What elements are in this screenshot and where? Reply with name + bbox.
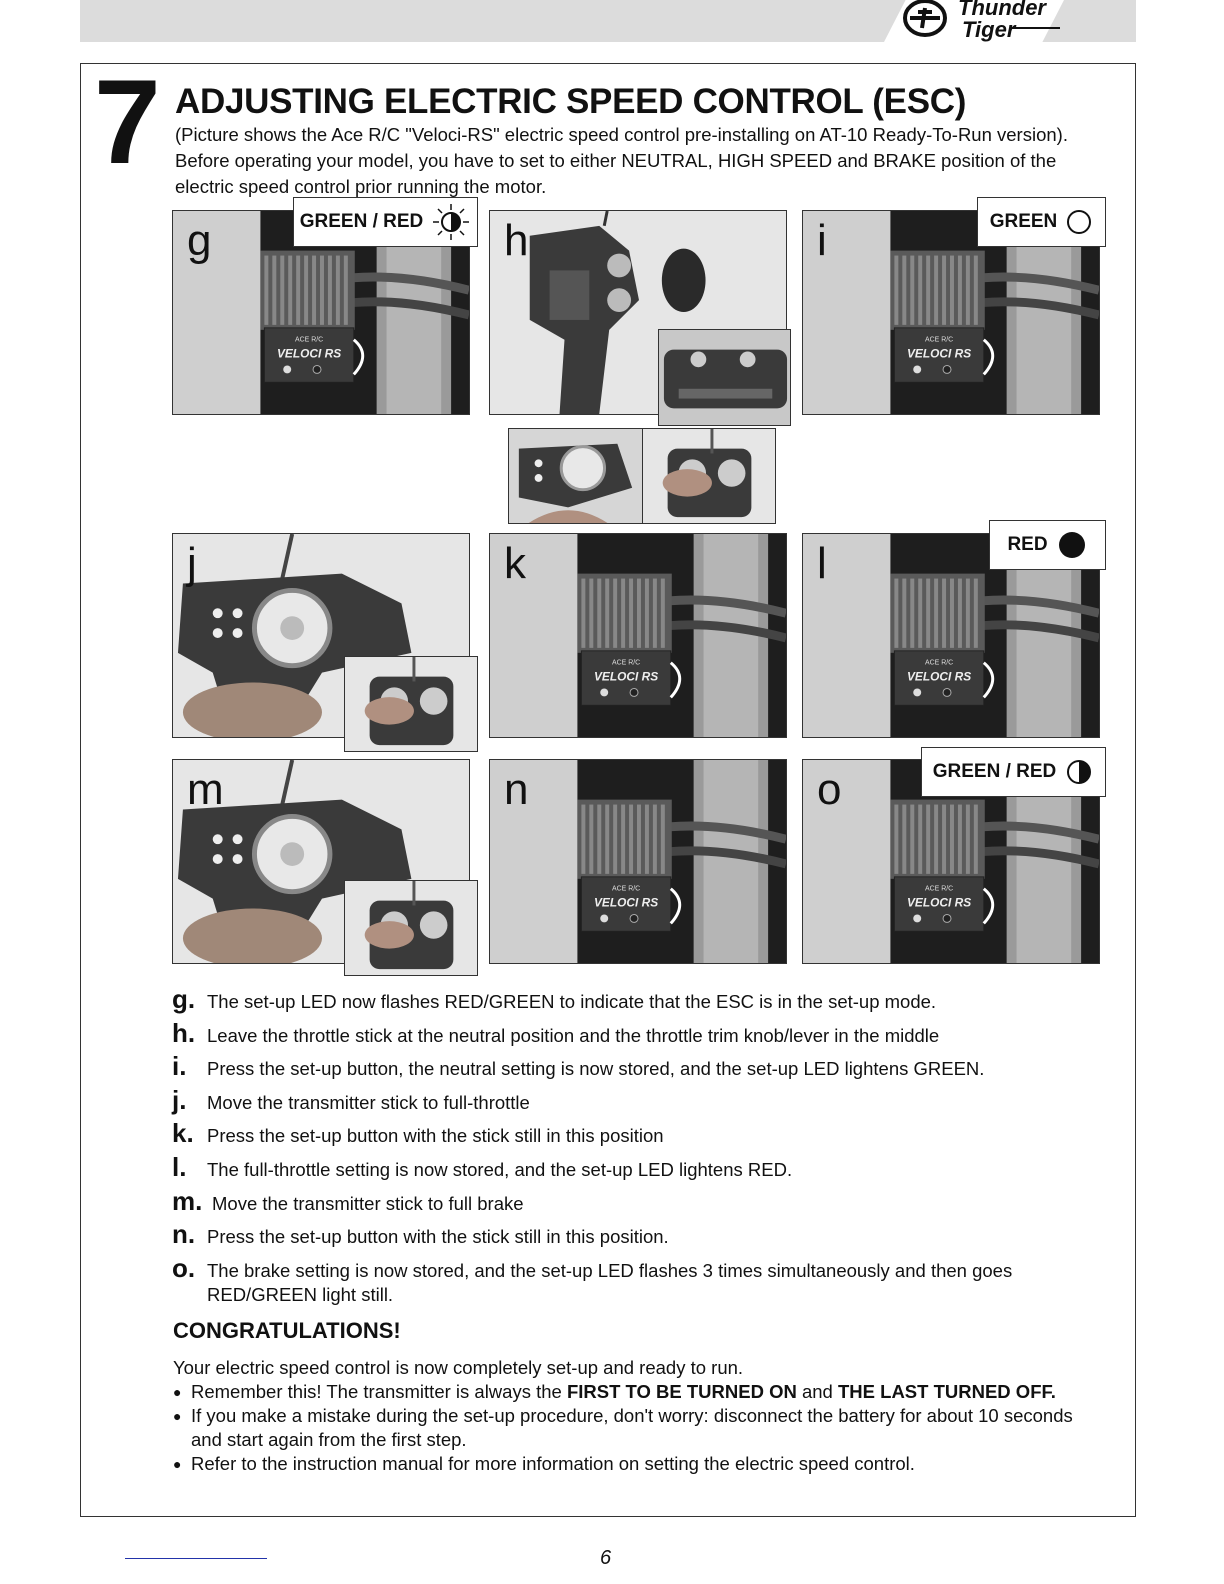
step-number: 7 — [94, 55, 157, 189]
led-label: GREEN / RED — [932, 761, 1057, 782]
step-text: Move the transmitter stick to full-throttle — [207, 1091, 530, 1113]
step-o — [172, 1252, 1102, 1307]
logo-text-line2: Tiger — [962, 17, 1016, 42]
transmitter-wheel-inset — [508, 428, 643, 524]
bullet-text: and — [796, 1381, 838, 1402]
bullet-emphasis: FIRST TO BE TURNED ON — [566, 1381, 797, 1402]
photo-label: g — [187, 216, 212, 265]
esc-model-label: VELOCI RS — [276, 346, 342, 361]
bullet-text: Remember this! The transmitter is always the — [191, 1381, 567, 1402]
footer-rule — [125, 1558, 267, 1559]
esc-brand-label: ACE R/C — [924, 659, 954, 667]
photo-label: o — [817, 765, 842, 814]
led-indicator-red — [989, 520, 1106, 570]
esc-image — [490, 760, 786, 963]
step-letter: k. — [172, 1118, 194, 1149]
photo-k — [489, 533, 787, 738]
section-title: ADJUSTING ELECTRIC SPEED CONTROL (ESC) — [175, 82, 967, 121]
step-text: The brake setting is now stored, and the set-up LED flashes 3 times simultaneously and then goes RED/GREEN light still. — [207, 1259, 1013, 1305]
esc-brand-label: ACE R/C — [294, 336, 324, 344]
step-letter: l. — [172, 1151, 187, 1182]
led-on-icon — [1056, 529, 1088, 561]
led-indicator-green — [977, 197, 1106, 247]
step-text: Move the transmitter stick to full brake — [212, 1192, 524, 1214]
transmitter-front-inset — [344, 656, 478, 752]
esc-model-label: VELOCI RS — [906, 346, 972, 361]
esc-brand-label: ACE R/C — [924, 885, 954, 893]
step-letter: i. — [172, 1051, 187, 1082]
esc-brand-label: ACE R/C — [611, 659, 641, 667]
step-l — [172, 1151, 1102, 1182]
photo-label: n — [504, 765, 529, 814]
step-letter: o. — [172, 1252, 196, 1283]
step-text: The set-up LED now flashes RED/GREEN to indicate that the ESC is in the set-up mode. — [207, 991, 937, 1012]
bullet-emphasis: THE LAST TURNED OFF. — [838, 1381, 1056, 1402]
congrats-line: Your electric speed control is now completely set-up and ready to run. — [173, 1357, 744, 1378]
led-flashing-icon — [431, 202, 471, 242]
page-number: 6 — [600, 1547, 612, 1569]
photo-label: k — [504, 539, 526, 588]
step-text: Press the set-up button with the stick still in this position. — [207, 1226, 669, 1248]
step-text: Press the set-up button, the neutral setting is now stored, and the set-up LED lightens GREEN. — [207, 1058, 985, 1080]
led-label: GREEN / RED — [299, 211, 424, 232]
step-letter: g. — [172, 984, 196, 1014]
section-intro: (Picture shows the Ace R/C "Veloci-RS" electric speed control pre-installing on AT-10 Ready-To-Run version). Before operating your model, you have to set to either NEUTRAL, HIGH SPEED and BRAKE position of the electric speed control prior running the motor. — [175, 124, 1068, 197]
esc-model-label: VELOCI RS — [906, 669, 972, 684]
step-j — [172, 1084, 1102, 1115]
step-text: Leave the throttle stick at the neutral position and the throttle trim knob/lever in the middle — [207, 1024, 940, 1046]
transmitter-front-inset — [642, 428, 776, 524]
led-off-icon — [1065, 208, 1093, 236]
led-half-icon — [1064, 757, 1094, 787]
step-k — [172, 1118, 1102, 1149]
esc-model-label: VELOCI RS — [906, 895, 972, 910]
led-label: GREEN — [989, 211, 1058, 232]
bullet-remember — [173, 1380, 1103, 1404]
bullet-mistake: ● If you make a mistake during the set-up procedure, don't worry: disconnect the battery for about 10 seconds and start again from the first step. — [173, 1404, 1103, 1452]
transmitter-top-inset — [658, 329, 791, 426]
step-text: The full-throttle setting is now stored, and the set-up LED lightens RED. — [207, 1158, 793, 1180]
photo-n — [489, 759, 787, 964]
congrats-body — [173, 1356, 1103, 1476]
photo-label: l — [817, 539, 827, 588]
esc-image — [490, 534, 786, 737]
led-indicator-green-red — [293, 197, 478, 247]
step-i — [172, 1051, 1102, 1082]
led-label: RED — [1007, 534, 1048, 555]
congrats-heading: CONGRATULATIONS! — [173, 1318, 401, 1343]
step-n — [172, 1219, 1102, 1250]
esc-model-label: VELOCI RS — [593, 895, 659, 910]
photo-label: i — [817, 216, 827, 265]
esc-brand-label: ACE R/C — [924, 336, 954, 344]
esc-brand-label: ACE R/C — [611, 885, 641, 893]
logo-text-line1: Thunder — [958, 0, 1046, 20]
esc-model-label: VELOCI RS — [593, 669, 659, 684]
step-m — [172, 1185, 1102, 1216]
transmitter-front-inset — [344, 880, 478, 976]
step-letter: j. — [172, 1084, 187, 1115]
led-indicator-green-red — [921, 747, 1106, 797]
step-letter: n. — [172, 1219, 196, 1250]
step-h — [172, 1017, 1102, 1048]
thunder-tiger-logo — [900, 0, 1075, 42]
photo-label: j — [187, 539, 197, 588]
step-text: Press the set-up button with the stick still in this position — [207, 1125, 664, 1147]
steps-list — [172, 984, 1102, 1316]
photo-label: m — [187, 765, 224, 814]
photo-label: h — [504, 216, 529, 265]
bullet-refer: ● Refer to the instruction manual for more information on setting the electric speed control. — [173, 1452, 1103, 1476]
step-letter: h. — [172, 1017, 196, 1048]
step-g — [172, 984, 1102, 1014]
step-letter: m. — [172, 1185, 203, 1216]
